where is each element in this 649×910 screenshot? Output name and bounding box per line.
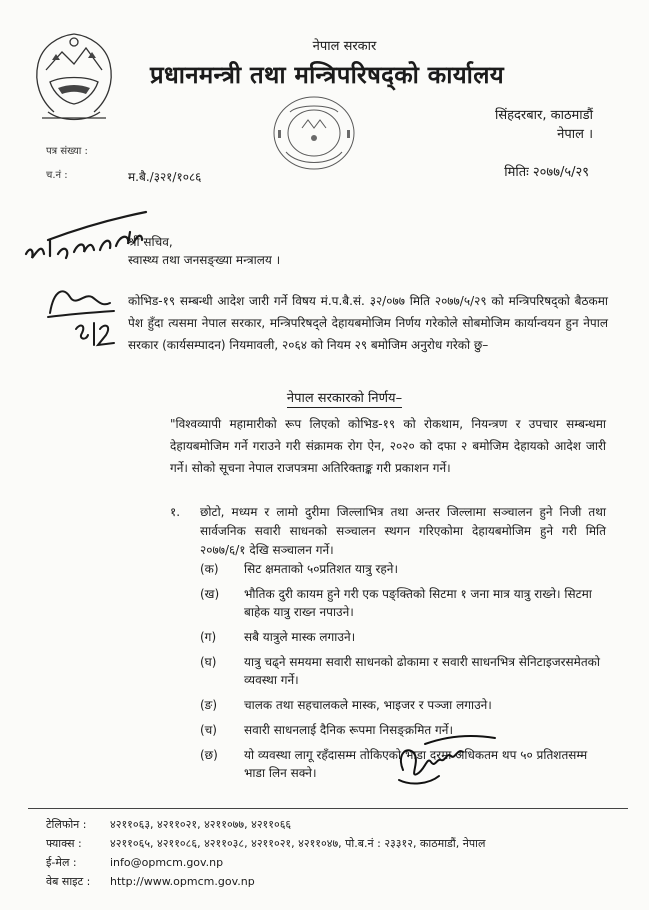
email-address[interactable]: info@opmcm.gov.np xyxy=(110,856,224,869)
handwritten-marks xyxy=(40,283,120,353)
fax-numbers: ४२११०६५, ४२११०८६, ४२११०३८, ४२११०२१, ४२११०४७, पो.ब.नं : २३३१२, काठमाडौं, नेपाल xyxy=(110,837,486,850)
subpoint-mark: (छ) xyxy=(200,748,218,762)
footer-fax-row xyxy=(46,834,485,853)
point-number: १. xyxy=(170,505,181,519)
signature xyxy=(395,722,525,792)
subpoint-mark: (क) xyxy=(200,562,219,576)
subpoint-mark: (च) xyxy=(200,723,217,737)
subpoint xyxy=(200,585,610,621)
subpoint-text: सिट क्षमताको ५०प्रतिशत यात्रु रहने। xyxy=(244,562,399,576)
telephone-label: टेलिफोन : xyxy=(46,818,87,831)
point-text: छोटो, मध्यम र लामो दुरीमा जिल्लाभित्र तथा अन्तर जिल्लामा सञ्चालन हुने निजी तथा सार्वजनिक सवारी साधनको सञ्चालन स्थगन गरिएकोमा देहायबमोजिम हुने गरी मिति २०७७/६/१ देखि सञ्चालन गर्ने। xyxy=(200,505,606,557)
subpoint xyxy=(200,653,610,689)
address-line-2: नेपाल । xyxy=(557,127,593,142)
subpoint-text: चालक तथा सहचालकले मास्क, भाइजर र पञ्जा लगाउने। xyxy=(244,698,492,712)
fax-label: फ्याक्स : xyxy=(46,837,82,850)
handwritten-marks-text: ८१२ xyxy=(40,351,42,352)
subpoint-mark: (ङ) xyxy=(200,698,218,712)
intro-paragraph: कोभिड-१९ सम्बन्धी आदेश जारी गर्ने विषय मं.प.बै.सं. ३२/०७७ मिति २०७७/५/२९ को मन्त्रिपरिषद्को बैठकमा पेश हुँदा त्यसमा नेपाल सरकार, मन्त्रिपरिषद्ले देहायबमोजिम निर्णय गरेकोले सोबमोजिम कार्यान्वयन हुन नेपाल सरकार (कार्यसम्पादन) नियमावली, २०६४ को नियम २९ बमोजिम अनुरोध गरेको छु– xyxy=(128,294,608,352)
subpoint xyxy=(200,696,610,714)
subpoint-text: भौतिक दुरी कायम हुने गरी एक पङ्क्तिको सिटमा १ जना मात्र यात्रु राख्ने। सिटमा बाहेक यात्रु राख्न नपाउने। xyxy=(244,587,592,619)
office-name: प्रधानमन्त्री तथा मन्त्रिपरिषद्को कार्यालय xyxy=(150,61,504,89)
subpoint-mark: (ख) xyxy=(200,587,220,601)
patra-sankhya-label: पत्र संख्या : xyxy=(46,146,88,157)
office-seal xyxy=(268,92,360,174)
letter-date: मितिः २०७७/५/२९ xyxy=(504,165,589,180)
subpoint-text: सवारी साधनलाई दैनिक रूपमा निसङ्क्रमित गर्ने। xyxy=(244,723,453,737)
recipient-title: श्री सचिव, xyxy=(128,235,173,249)
decision-quote: "विश्वव्यापी महामारीको रूप लिएको कोभिड-१९ को रोकथाम, नियन्त्रण र उपचार सम्बन्धमा देहायबमोजिम गर्ने गराउने गरी संक्रामक रोग ऐन, २०२० को दफा २ बमोजिम देहायको आदेश जारी गर्ने। सोको सूचना नेपाल राजपत्रमा अतिरिक्ताङ्क गरी प्रकाशन गर्ने। xyxy=(170,417,606,475)
office-address xyxy=(495,106,593,144)
government-name: नेपाल सरकार xyxy=(312,39,377,54)
website-link[interactable]: http://www.opmcm.gov.np xyxy=(110,875,255,888)
footer-telephone-row xyxy=(46,815,485,834)
email-label: ई-मेल : xyxy=(46,856,77,869)
address-line-1: सिंहदरबार, काठमाडौं xyxy=(494,108,593,123)
recipient-ministry: स्वास्थ्य तथा जनसङ्ख्या मन्त्रालय । xyxy=(128,253,281,267)
footer-web-row xyxy=(46,872,485,891)
subpoint xyxy=(200,560,610,578)
footer-divider xyxy=(28,808,628,809)
subpoint-text: सबै यात्रुले मास्क लगाउने। xyxy=(244,630,356,644)
subpoint-mark: (घ) xyxy=(200,655,217,669)
web-label: वेब साइट : xyxy=(46,875,91,888)
subpoint xyxy=(200,628,610,646)
handwritten-secretariat-text: श्री सचिवालय xyxy=(20,268,25,269)
footer-email-row xyxy=(46,853,485,872)
decision-title: नेपाल सरकारको निर्णय– xyxy=(286,391,403,406)
chalani-number: म.बै./३२१/१०८६ xyxy=(128,170,202,184)
footer-contact xyxy=(46,815,485,891)
chalani-label: च.नं : xyxy=(46,170,68,181)
recipient-block xyxy=(128,233,280,269)
subpoint-text: यात्रु चढ्ने समयमा सवारी साधनको ढोकामा र सवारी साधनभित्र सेनिटाइजरसमेतको व्यवस्था गर्ने। xyxy=(244,655,600,687)
telephone-numbers: ४२११०६३, ४२११०२१, ४२११०७७, ४२११०६६ xyxy=(110,818,292,831)
subpoint-mark: (ग) xyxy=(200,630,217,644)
subpoint-text: यो व्यवस्था लागू रहँदासम्म तोकिएको भाडा दरमा अधिकतम थप ५० प्रतिशतसम्म भाडा लिन सक्ने। xyxy=(244,748,588,780)
